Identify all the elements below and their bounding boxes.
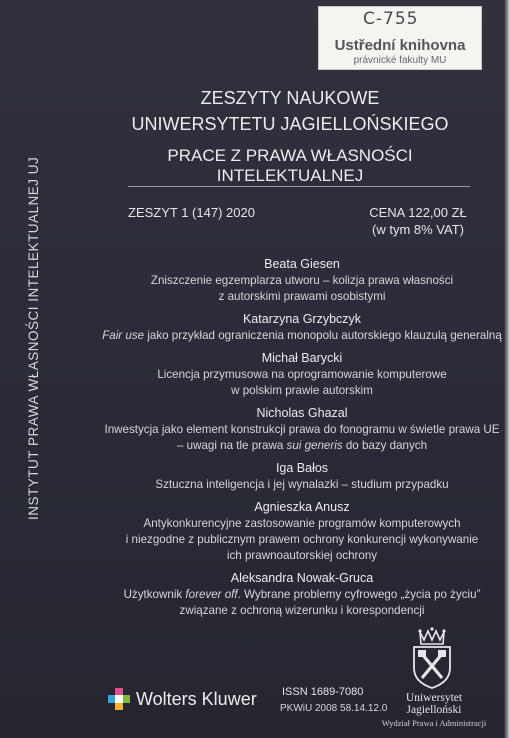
entry-title-line: Użytkownik forever off. Wybrane problemy cyfrowego „życia po życiu” (123, 588, 481, 601)
university-crest-icon (408, 626, 456, 690)
italic-term: sui generis (286, 439, 343, 452)
entry-author: Katarzyna Grzybczyk (242, 312, 362, 326)
wolters-kluwer-logo-icon (108, 688, 130, 710)
contents-entry (100, 256, 504, 305)
contents-entry (100, 460, 504, 493)
contents-entry (100, 499, 504, 564)
shelf-mark: C-755 (363, 9, 419, 29)
entry-author: Beata Giesen (264, 257, 340, 271)
institute-vertical-label: INSTYTUT PRAWA WŁASNOŚCI INTELEKTUALNEJ UJ (26, 156, 41, 520)
entry-title-line: Sztuczna inteligencja i jej wynalazki – studium przypadku (155, 478, 449, 491)
entry-title-line: Licencja przymusowa na oprogramowanie komputerowe (157, 368, 447, 381)
university-name: Uniwersytet Jagielloński (405, 692, 463, 716)
italic-term: forever off (185, 588, 238, 601)
price: CENA 122,00 ZŁ (369, 205, 467, 220)
entry-title-line: w polskim prawie autorskim (231, 384, 373, 397)
entry-author: Aleksandra Nowak-Gruca (230, 571, 374, 585)
series-subtitle: PRACE Z PRAWA WŁASNOŚCI INTELEKTUALNEJ (167, 146, 413, 185)
series-title-line2: UNIWERSYTETU JAGIELLOŃSKIEGO (131, 114, 449, 134)
library-name: Ustřední knihovna (334, 37, 466, 54)
contents-entry (100, 311, 504, 344)
entry-author: Michał Barycki (261, 351, 343, 365)
pkwiu-code: PKWiU 2008 58.14.12.0 (280, 703, 388, 714)
entry-title-line: z autorskimi prawami osobistymi (218, 290, 386, 303)
entry-title-line: Fair use jako przykład ograniczenia monopolu autorskiego klauzulą generalną (102, 329, 502, 342)
italic-term: Fair use (102, 329, 145, 342)
entry-title-line: i niezgodne z publicznym prawem ochrony konkurencji wykonywanie (125, 533, 479, 546)
entry-title-line: związane z ochroną wizerunku i korespondencji (179, 604, 425, 617)
entry-title-line: – uwagi na tle prawa sui generis do bazy danych (176, 439, 428, 452)
contents-entry (100, 350, 504, 399)
entry-author: Iga Bałos (275, 461, 329, 475)
issue-number: ZESZYT 1 (147) 2020 (128, 205, 255, 220)
entry-title-line: ich prawnoautorskiej ochrony (226, 549, 378, 562)
entry-title-line: Zniszczenie egzemplarza utworu – kolizja prawa własności (150, 274, 454, 287)
divider (128, 186, 470, 187)
library-sticker (318, 6, 482, 70)
entry-author: Nicholas Ghazal (256, 406, 348, 420)
entry-title-line: Antykonkurencyjne zastosowanie programów komputerowych (143, 517, 461, 530)
table-of-contents (100, 256, 504, 625)
issn: ISSN 1689-7080 (282, 686, 364, 698)
contents-entry (100, 405, 504, 454)
publisher-name: Wolters Kluwer (136, 689, 257, 709)
library-faculty: právnické fakulty MU (353, 55, 447, 66)
page-edge (504, 0, 510, 738)
series-title-line1: ZESZYTY NAUKOWE (200, 88, 380, 108)
contents-entry (100, 570, 504, 619)
entry-title-line: Inwestycja jako element konstrukcji prawa do fonogramu w świetle prawa UE (104, 423, 500, 436)
university-faculty: Wydział Prawa i Administracji (381, 718, 487, 728)
entry-author: Agnieszka Anusz (254, 500, 350, 514)
price-vat: (w tym 8% VAT) (372, 222, 464, 237)
university-block (378, 692, 490, 728)
